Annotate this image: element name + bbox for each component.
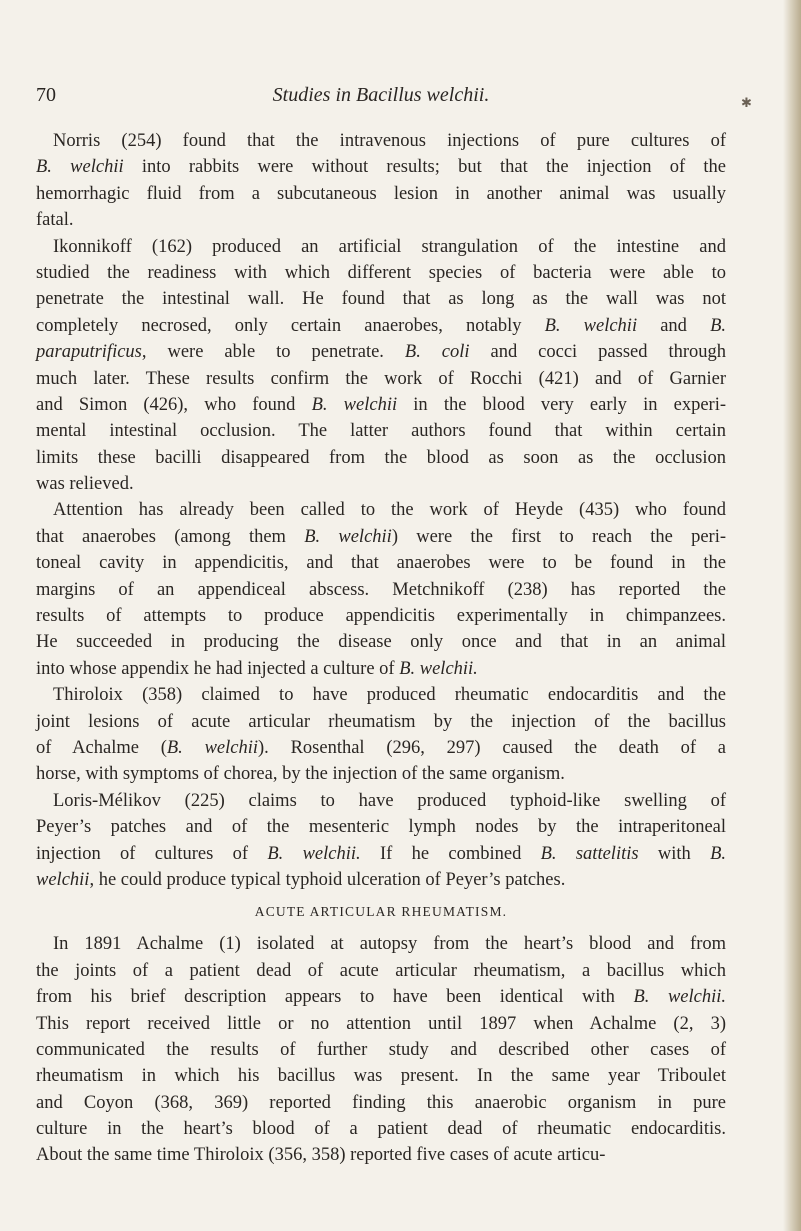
- text-line: welchii, he could produce typical typhoid ulceration of Peyer’s patches.: [36, 869, 566, 890]
- paragraph: [36, 682, 726, 788]
- running-head: Studies in Bacillus welchii.: [272, 84, 490, 106]
- text-line: toneal cavity in appendicitis, and that anaerobes were to be found in the: [36, 553, 726, 574]
- text-line: studied the readiness with which different species of bacteria were able to: [36, 262, 726, 283]
- page-header: [36, 84, 726, 108]
- text-line: He succeeded in producing the disease only once and that in an animal: [36, 632, 726, 653]
- text-line: mental intestinal occlusion. The latter authors found that within certain: [36, 421, 726, 442]
- section-paragraphs: [36, 931, 726, 1169]
- text-line: completely necrosed, only certain anaerobes, notably B. welchii and B.: [36, 315, 726, 336]
- paragraph: [36, 931, 726, 1169]
- text-line: penetrate the intestinal wall. He found that as long as the wall was not: [36, 289, 726, 310]
- text-line: This report received little or no attention until 1897 when Achalme (2, 3): [36, 1013, 726, 1034]
- paragraph: [36, 788, 726, 894]
- text-line: into whose appendix he had injected a culture of B. welchii.: [36, 658, 478, 679]
- paragraph: [36, 497, 726, 682]
- text-line: Loris-Mélikov (225) claims to have produced typhoid-like swelling of: [53, 790, 726, 811]
- section-heading: ACUTE ARTICULAR RHEUMATISM.: [254, 904, 508, 920]
- text-line: was relieved.: [36, 474, 134, 495]
- margin-speck: ✱: [741, 95, 752, 110]
- text-line: In 1891 Achalme (1) isolated at autopsy from the heart’s blood and from: [53, 934, 726, 955]
- text-line: and Coyon (368, 369) reported finding this anaerobic organism in pure: [36, 1092, 726, 1113]
- text-line: the joints of a patient dead of acute articular rheumatism, a bacillus which: [36, 960, 726, 981]
- text-line: results of attempts to produce appendicitis experimentally in chimpanzees.: [36, 606, 726, 627]
- text-line: and Simon (426), who found B. welchii in the blood very early in experi-: [36, 394, 727, 415]
- text-line: hemorrhagic fluid from a subcutaneous lesion in another animal was usually: [36, 183, 726, 204]
- text-line: B. welchii into rabbits were without results; but that the injection of the: [36, 157, 727, 178]
- text-line: Peyer’s patches and of the mesenteric lymph nodes by the intraperitoneal: [36, 817, 726, 838]
- text-line: Thiroloix (358) claimed to have produced rheumatic endocarditis and the: [53, 685, 726, 706]
- text-line: injection of cultures of B. welchii. If he combined B. sattelitis with B.: [36, 843, 727, 864]
- text-line: much later. These results confirm the work of Rocchi (421) and of Garnier: [36, 368, 726, 389]
- page-body: [36, 128, 726, 1169]
- text-line: Attention has already been called to the work of Heyde (435) who found: [53, 500, 726, 521]
- text-line: from his brief description appears to have been identical with B. welchii.: [36, 987, 726, 1008]
- text-line: fatal.: [36, 210, 74, 231]
- text-line: paraputrificus, were able to penetrate. B. coli and cocci passed through: [36, 342, 727, 363]
- text-line: culture in the heart’s blood of a patient dead of rheumatic endocarditis.: [36, 1119, 726, 1140]
- text-line: About the same time Thiroloix (356, 358) reported five cases of acute articu-: [36, 1145, 606, 1166]
- paragraph: [36, 128, 726, 234]
- text-line: Ikonnikoff (162) produced an artificial strangulation of the intestine and: [53, 236, 726, 257]
- text-line: limits these bacilli disappeared from the blood as soon as the occlusion: [36, 447, 726, 468]
- body-paragraphs: [36, 128, 726, 893]
- paragraph: [36, 234, 726, 498]
- text-line: horse, with symptoms of chorea, by the injection of the same organism.: [36, 764, 565, 785]
- text-line: communicated the results of further study and described other cases of: [36, 1039, 726, 1060]
- text-line: rheumatism in which his bacillus was present. In the same year Triboulet: [36, 1066, 726, 1087]
- text-line: that anaerobes (among them B. welchii) were the first to reach the peri-: [36, 526, 727, 547]
- text-line: joint lesions of acute articular rheumatism by the injection of the bacillus: [36, 711, 726, 732]
- text-line: Norris (254) found that the intravenous injections of pure cultures of: [53, 131, 726, 151]
- text-line: of Achalme (B. welchii). Rosenthal (296, 297) caused the death of a: [36, 737, 727, 758]
- page-number: 70: [36, 84, 56, 106]
- text-line: margins of an appendiceal abscess. Metchnikoff (238) has reported the: [36, 579, 726, 600]
- page-edge-shadow: [783, 0, 801, 1231]
